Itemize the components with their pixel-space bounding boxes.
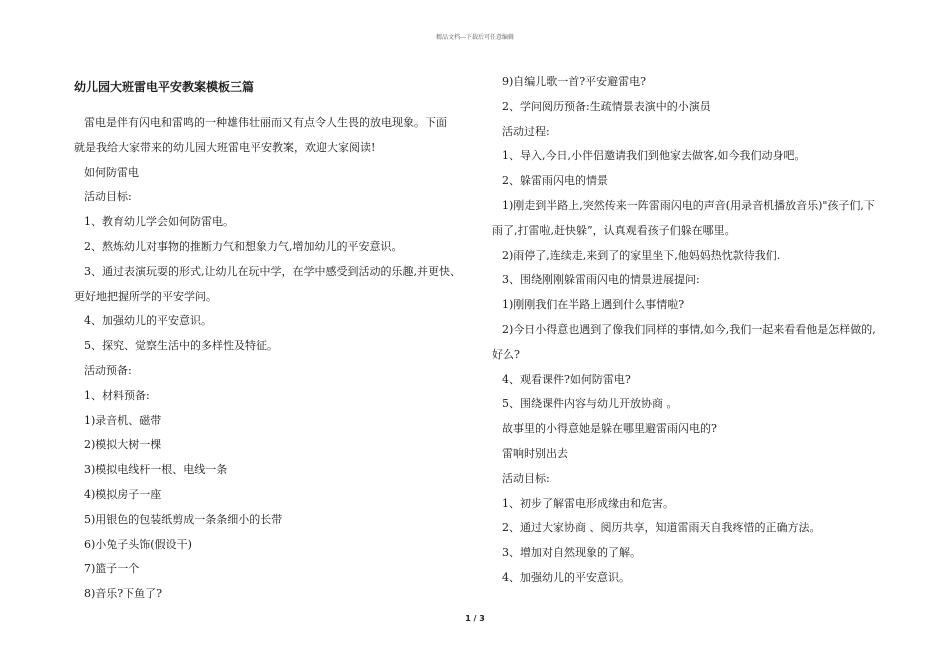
paragraph-line: 3、增加对自然现象的了解。 bbox=[502, 546, 641, 560]
paragraph-line: 活动目标: bbox=[502, 471, 550, 485]
paragraph-line: 9)自编儿歌一首?平安避雷电? bbox=[502, 75, 647, 88]
right-column bbox=[492, 70, 884, 591]
paragraph-line: 2)今日小得意也遇到了像我们同样的事情,如今,我们一起来看看他是怎样做的, bbox=[502, 322, 876, 336]
paragraph-line: 故事里的小得意她是躲在哪里避雷雨闪电的? bbox=[502, 422, 717, 436]
paragraph-line: 4、加强幼儿的平安意识。 bbox=[84, 314, 212, 328]
paragraph-line: 1、导入,今日,小伴侣邀请我们到他家去做客,如今我们动身吧。 bbox=[502, 149, 806, 163]
paragraph-line: 5)用银色的包装纸剪成一条条细小的长带 bbox=[84, 512, 283, 526]
paragraph-line: 5、探究、觉察生活中的多样性及特征。 bbox=[84, 339, 278, 353]
paragraph-line: 雷响时别出去 bbox=[502, 446, 568, 460]
paragraph-line: 3、围绕刚刚躲雷雨闪电的情景进展提问: bbox=[502, 273, 700, 287]
right-paragraphs bbox=[492, 70, 884, 591]
paragraph-line: 活动过程: bbox=[502, 124, 550, 138]
paragraph-line: 7)篮子一个 bbox=[84, 562, 140, 576]
paragraph-line: 4、观看课件?如何防雷电? bbox=[502, 372, 631, 386]
paragraph-line: 4)模拟房子一座 bbox=[84, 487, 162, 501]
paragraph-line: 2)模拟大树一棵 bbox=[84, 438, 162, 452]
paragraph-line: 1)刚走到半路上,突然传来一阵雷雨闪电的声音(用录音机播放音乐)"孩子们,下 bbox=[502, 198, 875, 212]
paragraph-line: 2)雨停了,连续走,来到了的家里坐下,他妈妈热忱款待我们. bbox=[502, 248, 781, 262]
paragraph-line: 1、初步了解雷电形成缘由和危害。 bbox=[502, 496, 674, 510]
paragraph-line: 1)刚刚我们在半路上遇到什么事情啦? bbox=[502, 298, 685, 312]
page-number: 1 / 3 bbox=[465, 614, 485, 623]
intro-line-2: 就是我给大家带来的幼儿园大班雷电平安教案，欢迎大家阅读! bbox=[74, 140, 376, 154]
page-header: 精品文档---下载后可任意编辑 bbox=[435, 34, 515, 41]
paragraph-line: 2、学问阅历预备:生疏情景表演中的小演员 bbox=[502, 99, 711, 113]
intro-line-1: 雷电是伴有闪电和雷鸣的一种雄伟壮丽而又有点令人生畏的放电现象。下面 bbox=[84, 116, 447, 129]
paragraph-line: 活动预备: bbox=[84, 363, 132, 377]
paragraph-line: 4、加强幼儿的平安意识。 bbox=[502, 570, 630, 584]
paragraph-line: 2、通过大家协商 、阅历共享，知道雷雨天自我疼惜的正确方法。 bbox=[502, 521, 821, 535]
paragraph-line: 1、材料预备: bbox=[84, 388, 150, 402]
paragraph-line: 活动目标: bbox=[84, 190, 132, 204]
paragraph-line: 8)音乐?下鱼了? bbox=[84, 587, 163, 601]
left-column bbox=[74, 70, 474, 607]
paragraph-line: 雨了,打雷啦,赶快躲”，认真观看孩子们躲在哪里。 bbox=[492, 223, 736, 237]
left-paragraphs bbox=[74, 161, 474, 607]
paragraph-line: 2、躲雷雨闪电的情景 bbox=[502, 174, 608, 188]
paragraph-line: 2、熬炼幼儿对事物的推断力气和想象力气,增加幼儿的平安意识。 bbox=[84, 239, 403, 253]
paragraph-line: 3、通过表演玩耍的形式,让幼儿在玩中学，在学中感受到活动的乐趣,并更快、 bbox=[84, 264, 461, 278]
paragraph-line: 更好地把握所学的平安学问。 bbox=[74, 289, 217, 303]
paragraph-line: 1)录音机、磁带 bbox=[84, 413, 162, 427]
paragraph-line: 如何防雷电 bbox=[84, 165, 139, 179]
paragraph-line: 3)模拟电线杆一根、电线一条 bbox=[84, 463, 228, 477]
document-title: 幼儿园大班雷电平安教案模板三篇 bbox=[74, 80, 255, 94]
paragraph-line: 5、围绕课件内容与幼儿开放协商 。 bbox=[502, 397, 678, 411]
paragraph-line: 1、教育幼儿学会如何防雷电。 bbox=[84, 215, 234, 229]
paragraph-line: 好么? bbox=[492, 347, 520, 361]
paragraph-line: 6)小兔子头饰(假设干) bbox=[84, 537, 192, 551]
